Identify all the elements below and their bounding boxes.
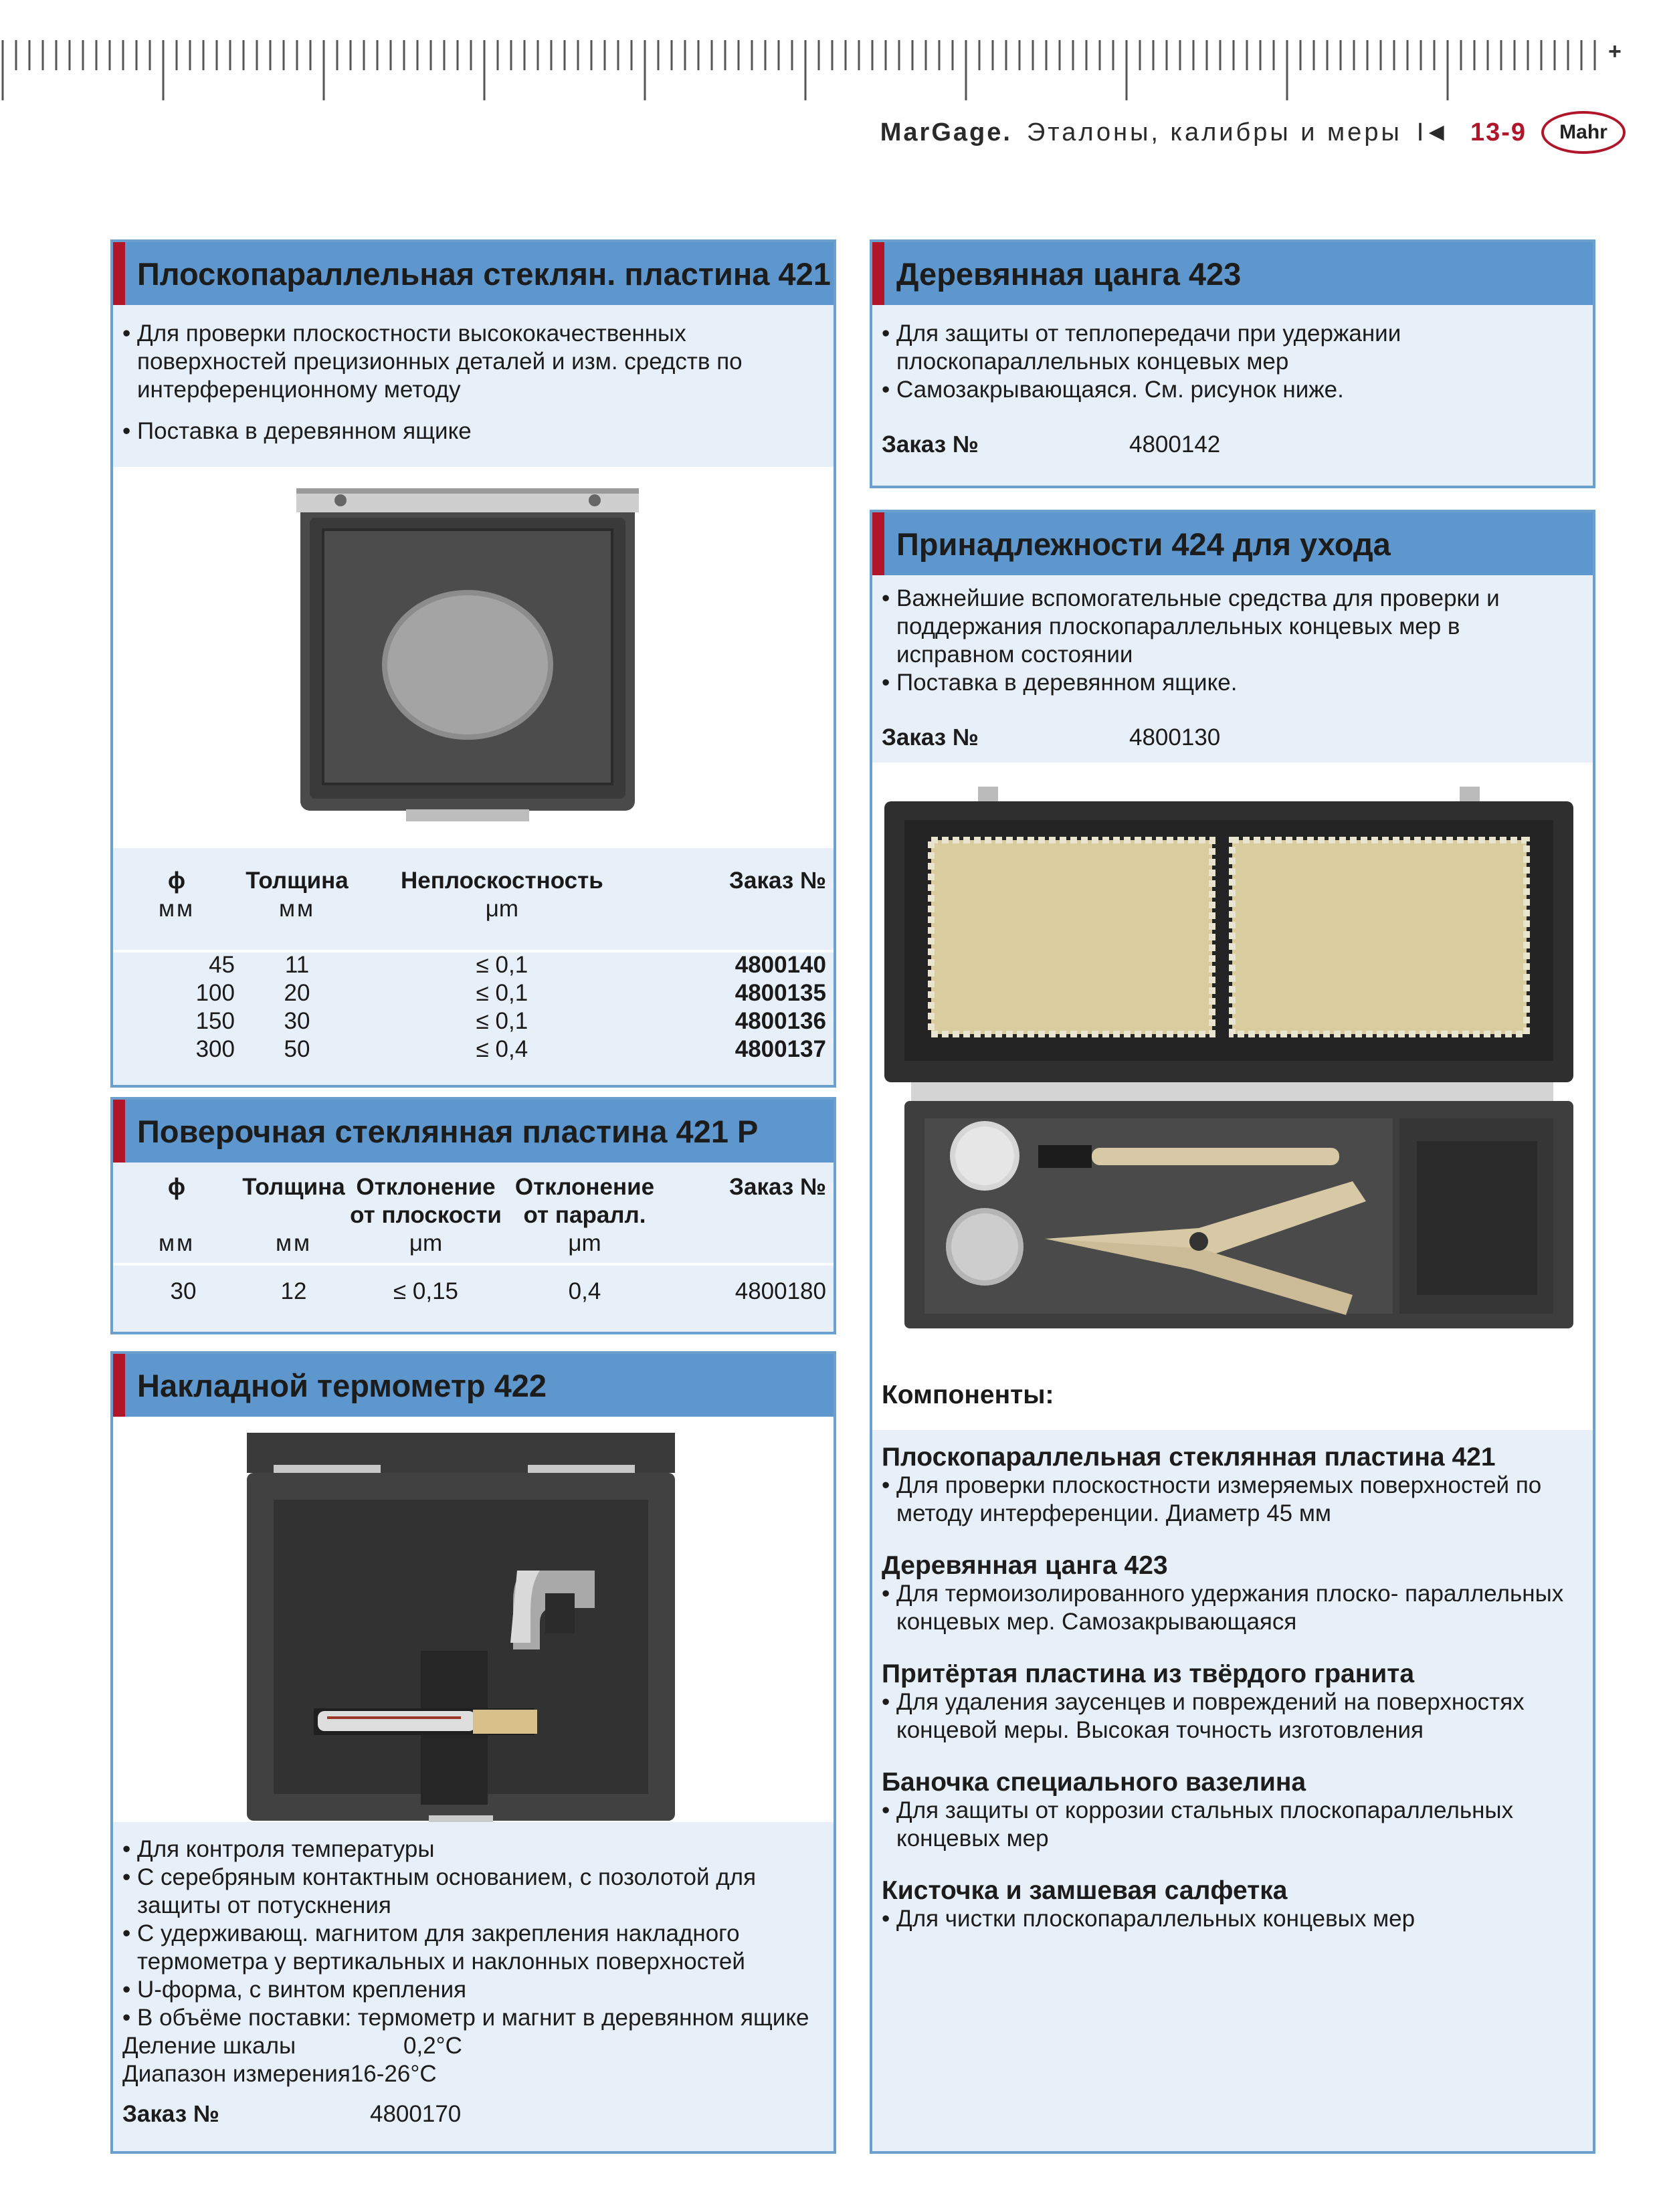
- cell-diameter: 30: [170, 1278, 197, 1304]
- header-cell: [665, 1201, 829, 1229]
- order-row: [882, 724, 1584, 752]
- table-header-row: [113, 867, 829, 895]
- description-list: [122, 320, 798, 445]
- page-header: [880, 112, 1626, 153]
- product-title-421p: Поверочная стеклянная пластина 421 Р: [137, 1113, 759, 1149]
- table-units-row: [113, 1229, 829, 1258]
- product-box-421: [110, 239, 836, 1088]
- scale-value: 0,2°С: [403, 2033, 462, 2059]
- box-title-bar: [872, 512, 1593, 575]
- product-title-422: Накладной термометр 422: [137, 1367, 547, 1403]
- product-box-422: [110, 1351, 836, 2154]
- component-item: [882, 1660, 1591, 1744]
- box-title-bar: [113, 242, 834, 305]
- col-header-thickness: Толщина: [242, 1174, 345, 1200]
- table-row: [113, 1035, 829, 1064]
- header-cell: от паралл.: [523, 1202, 646, 1228]
- crop-mark-plus: +: [1608, 39, 1622, 64]
- range-label: Диапазон измерения: [122, 2061, 351, 2087]
- unit-cell: μm: [568, 1230, 601, 1256]
- cell-thickness: 30: [284, 1008, 310, 1034]
- cell-order: 4800180: [735, 1278, 826, 1304]
- component-title: Кисточка и замшевая салфетка: [882, 1876, 1288, 1905]
- thermometer-photo: [247, 1433, 675, 1834]
- table-units-row: [113, 895, 829, 923]
- col-header-order: Заказ №: [729, 1174, 826, 1200]
- section-subtitle: Эталоны, калибры и меры: [1026, 118, 1402, 146]
- unit-cell: мм: [278, 896, 316, 922]
- box-title-bar: [872, 242, 1593, 305]
- table-row: [113, 1007, 829, 1035]
- cell-thickness: 50: [284, 1036, 310, 1062]
- page-number: 13-9: [1470, 118, 1527, 146]
- list-item: • Для проверки плоскостности высококачественных поверхностей прецизионных деталей и изм. средств по интерференционному методу: [122, 320, 798, 404]
- unit-cell: мм: [275, 1230, 312, 1256]
- cell-diameter: 150: [195, 1008, 235, 1034]
- component-item: [882, 1769, 1591, 1853]
- component-title: Плоскопараллельная стеклянная пластина 421: [882, 1443, 1496, 1472]
- product-box-424: [870, 510, 1595, 2154]
- cell-diameter: 100: [195, 980, 235, 1006]
- component-text: • Для термоизолированного удержания плоско- параллельных концевых мер. Самозакрывающаяся: [882, 1580, 1591, 1636]
- unit-cell: μm: [485, 896, 519, 922]
- range-value: 16-26°С: [350, 2061, 437, 2087]
- scale-label: Деление шкалы: [122, 2033, 296, 2059]
- col-header-flatness-dev: Отклонение: [356, 1174, 496, 1200]
- list-item: • В объёме поставки: термометр и магнит в деревянном ящике: [122, 2004, 825, 2032]
- cell-order: 4800136: [735, 1008, 826, 1034]
- table-row: [113, 979, 829, 1007]
- header-cell: [113, 1201, 240, 1229]
- range-row: [122, 2060, 825, 2088]
- product-title-424: Принадлежности 424 для ухода: [896, 526, 1391, 562]
- cell-order: 4800140: [735, 952, 826, 978]
- col-header-flatness: Неплоскостность: [401, 868, 603, 894]
- component-text: • Для проверки плоскостности измеряемых поверхностей по методу интерференции. Диаметр 45 мм: [882, 1472, 1591, 1528]
- unit-cell: мм: [158, 1230, 195, 1256]
- cell-diameter: 45: [209, 952, 235, 978]
- list-item: • Для контроля температуры: [122, 1835, 825, 1864]
- care-kit-photo: [884, 787, 1580, 1348]
- brand-name: MarGage.: [880, 118, 1012, 146]
- mahr-logo: Mahr: [1541, 111, 1626, 154]
- description-list: [122, 1835, 825, 2128]
- cell-parallel-dev: 0,4: [568, 1278, 601, 1304]
- component-title: Деревянная цанга 423: [882, 1551, 1168, 1580]
- cell-flatness: ≤ 0,1: [476, 952, 528, 978]
- component-item: [882, 1877, 1591, 1933]
- component-title: Притёртая пластина из твёрдого гранита: [882, 1660, 1415, 1688]
- order-row: [122, 2100, 825, 2128]
- cell-thickness: 11: [284, 952, 310, 978]
- order-number: 4800130: [1129, 724, 1221, 750]
- cell-diameter: 300: [195, 1036, 235, 1062]
- list-item: • Поставка в деревянном ящике.: [882, 669, 1584, 697]
- unit-cell: мм: [158, 896, 195, 922]
- list-item: • С серебряным контактным основанием, с позолотой для защиты от потускнения: [122, 1864, 825, 1920]
- header-cell: от плоскости: [350, 1202, 502, 1228]
- box-title-bar: [113, 1354, 834, 1417]
- list-item: • Поставка в деревянном ящике: [122, 417, 798, 445]
- cell-order: 4800135: [735, 980, 826, 1006]
- component-text: • Для удаления заусенцев и повреждений на поверхностях концевой меры. Высокая точность изготовления: [882, 1688, 1591, 1744]
- unit-cell: [603, 895, 829, 923]
- col-header-order: Заказ №: [729, 868, 826, 894]
- list-item: • Самозакрывающаяся. См. рисунок ниже.: [882, 376, 1584, 404]
- col-header-parallel-dev: Отклонение: [514, 1174, 655, 1200]
- product-box-423: [870, 239, 1595, 488]
- component-title: Баночка специального вазелина: [882, 1768, 1306, 1797]
- table-row: [113, 1278, 829, 1306]
- description-list: [882, 585, 1584, 752]
- col-header-diameter: ϕ: [167, 868, 186, 894]
- product-title-423: Деревянная цанга 423: [896, 256, 1242, 292]
- unit-cell: μm: [409, 1230, 443, 1256]
- cell-flatness: ≤ 0,1: [476, 1008, 528, 1034]
- list-item: • U-форма, с винтом крепления: [122, 1976, 825, 2004]
- scale-row: [122, 2032, 825, 2060]
- product-box-421p: [110, 1097, 836, 1334]
- components-list: [882, 1443, 1591, 1933]
- col-header-thickness: Толщина: [246, 868, 349, 894]
- print-ruler: [0, 0, 1619, 107]
- component-item: [882, 1552, 1591, 1636]
- cell-thickness: 20: [284, 980, 310, 1006]
- page-marker: I◄: [1416, 118, 1449, 146]
- component-item: [882, 1443, 1591, 1528]
- cell-flatness-dev: ≤ 0,15: [393, 1278, 459, 1304]
- cell-flatness: ≤ 0,4: [476, 1036, 528, 1062]
- specs-table-421: [113, 867, 829, 1064]
- glass-plate-photo: [294, 478, 642, 825]
- table-header-row: [113, 1173, 829, 1201]
- description-list: [882, 320, 1584, 459]
- cell-flatness: ≤ 0,1: [476, 980, 528, 1006]
- unit-cell: [665, 1229, 829, 1258]
- order-number: 4800170: [370, 2101, 462, 2127]
- cell-thickness: 12: [280, 1278, 307, 1304]
- component-text: • Для защиты от коррозии стальных плоскопараллельных концевых мер: [882, 1797, 1591, 1853]
- order-row: [882, 431, 1584, 459]
- col-header-diameter: ϕ: [167, 1174, 186, 1200]
- specs-table-421p: [113, 1173, 829, 1306]
- table-row: [113, 951, 829, 979]
- table-header-row-2: [113, 1201, 829, 1229]
- components-heading: Компоненты:: [882, 1381, 1054, 1409]
- order-label: Заказ №: [882, 431, 979, 458]
- list-item: • Важнейшие вспомогательные средства для проверки и поддержания плоскопараллельных концевых мер в исправном состоянии: [882, 585, 1584, 669]
- header-cell: [240, 1201, 347, 1229]
- product-title-421: Плоскопараллельная стеклян. пластина 421: [137, 256, 831, 292]
- list-item: • Для защиты от теплопередачи при удержании плоскопараллельных концевых мер: [882, 320, 1584, 376]
- list-item: • С удерживающ. магнитом для закрепления накладного термометра у вертикальных и наклонных поверхностей: [122, 1920, 825, 1976]
- component-text: • Для чистки плоскопараллельных концевых мер: [882, 1905, 1591, 1933]
- order-label: Заказ №: [122, 2101, 219, 2127]
- order-label: Заказ №: [882, 724, 979, 750]
- order-number: 4800142: [1129, 431, 1221, 458]
- box-title-bar: [113, 1100, 834, 1163]
- cell-order: 4800137: [735, 1036, 826, 1062]
